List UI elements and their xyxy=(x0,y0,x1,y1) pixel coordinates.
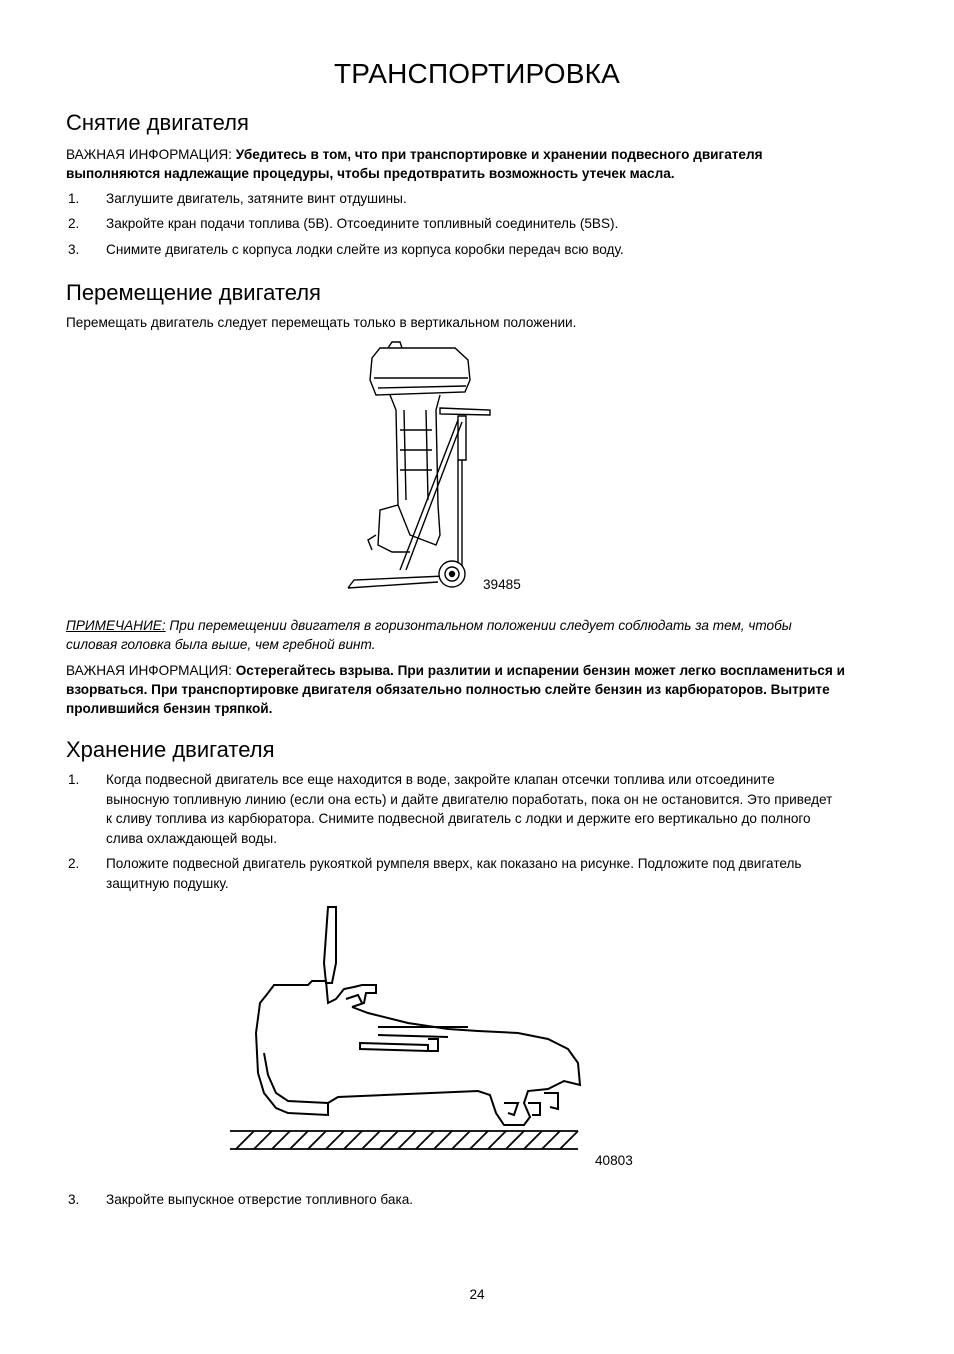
note-text: При перемещении двигателя в горизонтальном положении следует соблюдать за тем, чтобы силовая головка была выше, чем гребной винт. xyxy=(66,618,792,652)
list-text: Закройте кран подачи топлива (5В). Отсоедините топливный соединитель (5BS). xyxy=(106,216,619,231)
list-number: 3. xyxy=(68,1192,80,1207)
important-label: ВАЖНАЯ ИНФОРМАЦИЯ: xyxy=(66,663,232,678)
list-number: 3. xyxy=(68,242,80,257)
moving-intro: Перемещать двигатель следует перемещать только в вертикальном положении. xyxy=(66,315,577,330)
list-number: 1. xyxy=(68,191,80,206)
list-text: Заглушите двигатель, затяните винт отдушины. xyxy=(106,191,407,206)
list-number: 2. xyxy=(68,216,80,231)
important-text: Убедитесь в том, что при транспортировке и хранении подвесного двигателя выполняются надлежащие процедуры, чтобы предотвратить возможность утечек масла. xyxy=(66,147,763,181)
note-label: ПРИМЕЧАНИЕ: xyxy=(66,618,166,633)
note-horizontal-transport xyxy=(66,616,846,654)
list-number: 1. xyxy=(68,772,80,787)
list-text: Когда подвесной двигатель все еще находится в воде, закройте клапан отсечки топлива или отсоедините выносную топливную линию (если она есть) и дайте двигателю поработать, пока он не остановится. Это приведет к сливу топлива из карбюратора. Снимите подвесной двигатель с лодки и держите его вертикально до полного слива охлаждающей воды. xyxy=(106,772,833,846)
list-text: Положите подвесной двигатель рукояткой румпеля вверх, как показано на рисунке. Подложите под двигатель защитную подушку. xyxy=(106,856,802,891)
outboard-lying-illustration xyxy=(228,903,584,1153)
section-heading-moving: Перемещение двигателя xyxy=(66,280,321,305)
outboard-on-stand-illustration xyxy=(340,340,510,590)
list-text: Закройте выпускное отверстие топливного бака. xyxy=(106,1192,414,1207)
page-number: 24 xyxy=(469,1287,485,1302)
important-notice-oil xyxy=(66,145,856,183)
section-heading-storage: Хранение двигателя xyxy=(66,737,275,762)
list-text: Снимите двигатель с корпуса лодки слейте из корпуса коробки передач всю воду. xyxy=(106,242,624,257)
page-title: ТРАНСПОРТИРОВКА xyxy=(333,58,621,89)
section-heading-removal: Снятие двигателя xyxy=(66,110,249,135)
list-number: 2. xyxy=(68,856,80,871)
important-label: ВАЖНАЯ ИНФОРМАЦИЯ: xyxy=(66,147,232,162)
figure-number: 39485 xyxy=(483,577,521,592)
important-notice-explosion xyxy=(66,661,856,718)
figure-number: 40803 xyxy=(595,1153,633,1168)
important-text: Остерегайтесь взрыва. При разлитии и испарении бензин может легко воспламениться и взорваться. При транспортировке двигателя обязательно полностью слейте бензин из карбюраторов. Вытрите пролившийся бензин тряпкой. xyxy=(66,663,845,716)
